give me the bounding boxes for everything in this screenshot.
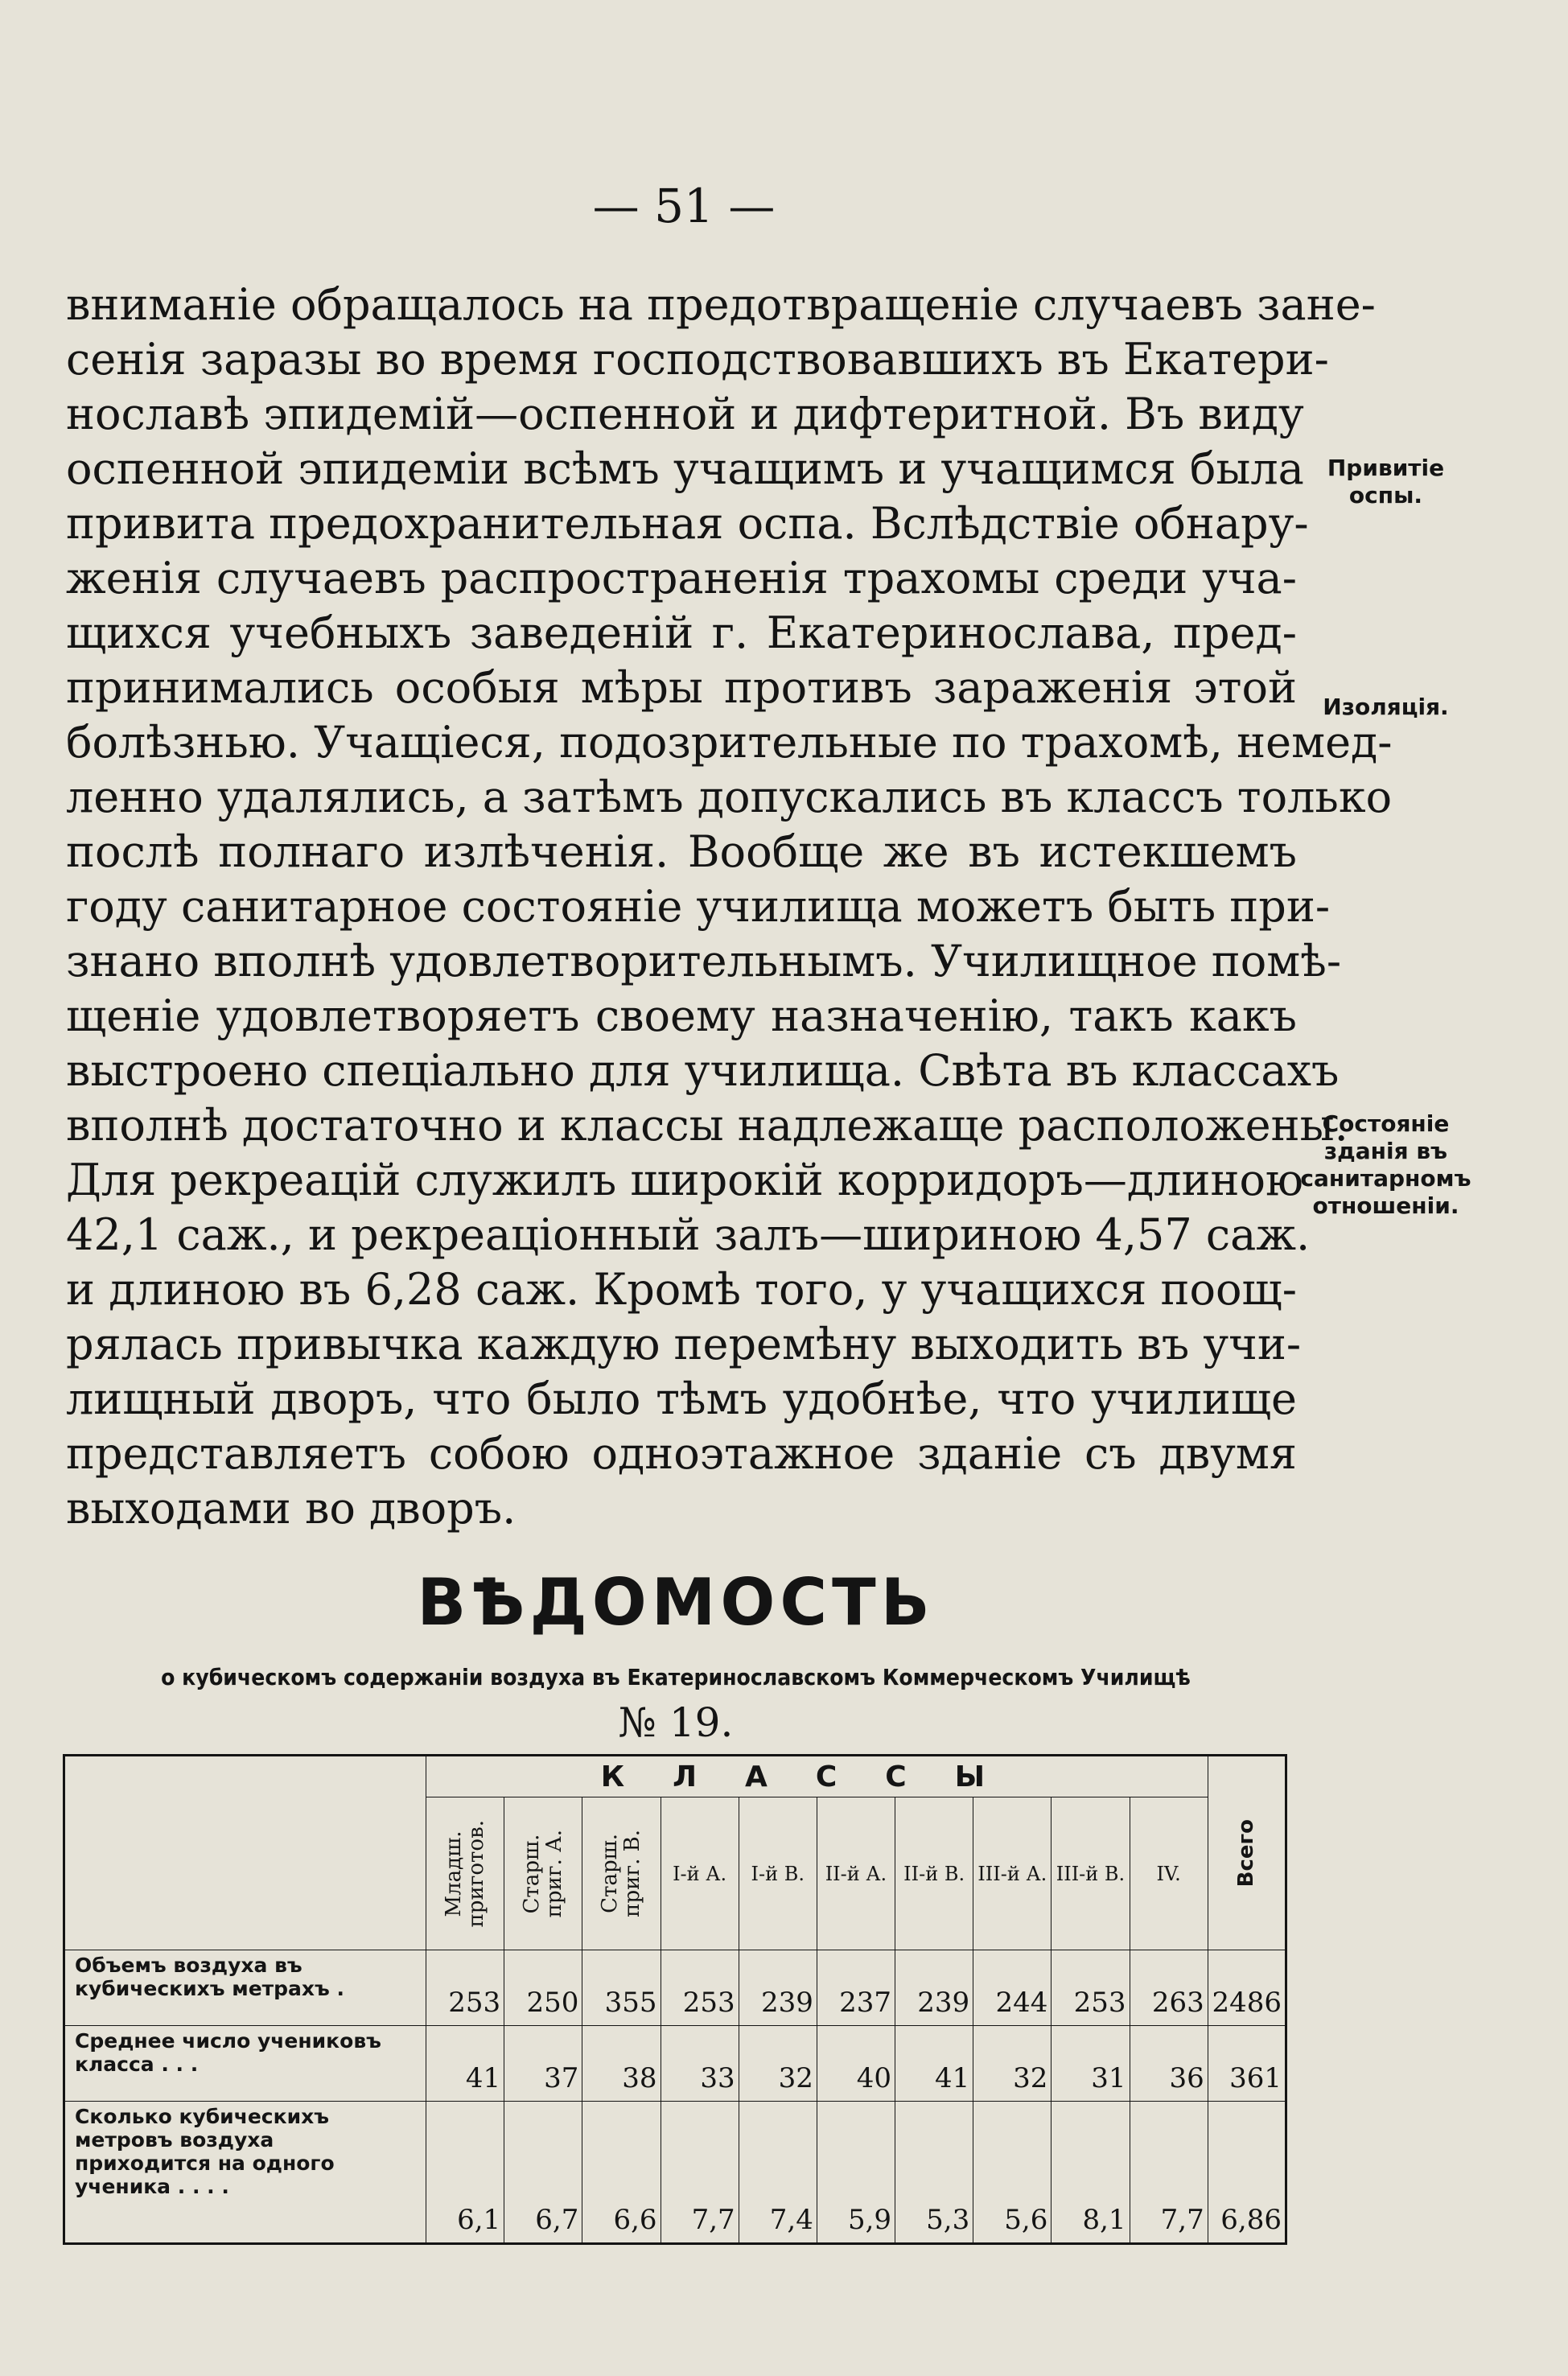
section-subtitle: о кубическомъ содержаніи воздуха въ Екатеринославскомъ Коммерческомъ Училищѣ xyxy=(161,1664,1191,1690)
body-line: щеніе удовлетворяетъ своему назначенію, такъ какъ xyxy=(66,990,1297,1041)
body-line: нославѣ эпидемій—оспенной и дифтеритной. Въ виду xyxy=(66,389,1304,439)
body-line: принимались особыя мѣры противъ зараженія этой xyxy=(66,662,1297,713)
body-line: выходами во дворъ. xyxy=(66,1483,516,1534)
body-line: вполнѣ достаточно и классы надлежаще расположены. xyxy=(66,1100,1348,1151)
margin-note-vaccination: Привитіе оспы. xyxy=(1327,455,1445,509)
table-cell: 253 xyxy=(426,1950,504,2026)
body-line: ленно удалялись, а затѣмъ допускались въ классъ только xyxy=(66,772,1393,822)
table-cell: 7,7 xyxy=(661,2102,739,2244)
body-line: привита предохранительная оспа. Вслѣдствіе обнару- xyxy=(66,498,1309,549)
body-line: оспенной эпидеміи всѣмъ учащимъ и учащимся была xyxy=(66,443,1304,494)
table-row xyxy=(64,1950,1286,2026)
table-cell: 5,9 xyxy=(817,2102,895,2244)
column-header xyxy=(426,1797,504,1950)
column-header xyxy=(504,1797,582,1950)
body-line: вниманіе обращалось на предотвращеніе случаевъ зане- xyxy=(66,279,1376,330)
margin-note-sanitary: Состояніе зданія въ санитарномъ отношеніи. xyxy=(1300,1110,1471,1219)
table-cell: 237 xyxy=(817,1950,895,2026)
body-line: Для рекреацій служилъ широкій корридоръ—длиною xyxy=(66,1155,1303,1205)
body-line: знано вполнѣ удовлетворительнымъ. Училищное помѣ- xyxy=(66,936,1342,986)
table-cell: 33 xyxy=(661,2026,739,2102)
classes-group-header: КЛАССЫ xyxy=(426,1756,1208,1797)
column-header-label: II-й А. xyxy=(825,1862,887,1885)
column-header xyxy=(817,1797,895,1950)
column-header-label: III-й А. xyxy=(977,1862,1047,1885)
table-cell: 263 xyxy=(1130,1950,1208,2026)
body-line: выстроено спеціально для училища. Свѣта въ классахъ xyxy=(66,1045,1340,1096)
body-line: болѣзнью. Учащіеся, подозрительные по трахомѣ, немед- xyxy=(66,717,1393,768)
row-label: Среднее число учениковъ класса . . . xyxy=(64,2026,426,2102)
column-header-label: IV. xyxy=(1156,1862,1181,1885)
table-row xyxy=(64,2026,1286,2102)
column-header xyxy=(973,1797,1052,1950)
table-group-header-row xyxy=(64,1756,1286,1797)
table-cell: 5,6 xyxy=(973,2102,1052,2244)
table-cell: 37 xyxy=(504,2026,582,2102)
section-title: ВѢДОМОСТЬ xyxy=(417,1565,935,1640)
table-cell: 239 xyxy=(739,1950,817,2026)
body-line: щихся учебныхъ заведеній г. Екатеринослава, пред- xyxy=(66,607,1297,658)
table-cell: 40 xyxy=(817,2026,895,2102)
body-line: 42,1 саж., и рекреаціонный залъ—шириною 4,57 саж. xyxy=(66,1209,1311,1260)
table-corner xyxy=(64,1756,426,1950)
column-header-label: Старш. приг. А. xyxy=(520,1829,567,1918)
body-line: лищный дворъ, что было тѣмъ удобнѣе, что училище xyxy=(66,1373,1297,1424)
table-cell: 361 xyxy=(1208,2026,1286,2102)
row-label: Сколько кубическихъ метровъ воздуха приходится на одного ученика . . . . xyxy=(64,2102,426,2244)
body-line: сенія заразы во время господствовавшихъ въ Екатери- xyxy=(66,334,1329,385)
table-cell: 244 xyxy=(973,1950,1052,2026)
column-header-label: III-й В. xyxy=(1056,1862,1126,1885)
body-line: послѣ полнаго излѣченія. Вообще же въ истекшемъ xyxy=(66,826,1297,877)
body-line: женія случаевъ распространенія трахомы среди уча- xyxy=(66,553,1297,603)
margin-note-isolation: Изоляція. xyxy=(1323,694,1449,720)
section-number: № 19. xyxy=(618,1699,734,1746)
body-line: рялась привычка каждую перемѣну выходить въ учи- xyxy=(66,1319,1302,1369)
table-cell: 7,7 xyxy=(1130,2102,1208,2244)
column-header-label: I-й В. xyxy=(751,1862,805,1885)
table-row xyxy=(64,2102,1286,2244)
column-header-label: I-й А. xyxy=(673,1862,727,1885)
table-cell: 36 xyxy=(1130,2026,1208,2102)
table-cell: 41 xyxy=(895,2026,973,2102)
air-volume-table xyxy=(63,1754,1287,2245)
table-cell: 38 xyxy=(582,2026,661,2102)
body-line: представляетъ собою одноэтажное зданіе съ двумя xyxy=(66,1428,1297,1479)
table-cell: 355 xyxy=(582,1950,661,2026)
body-line: и длиною въ 6,28 саж. Кромѣ того, у учащихся поощ- xyxy=(66,1264,1297,1315)
table-cell: 253 xyxy=(661,1950,739,2026)
table-cell: 41 xyxy=(426,2026,504,2102)
table-cell: 6,7 xyxy=(504,2102,582,2244)
column-header-total xyxy=(1208,1756,1286,1950)
body-line: году санитарное состояніе училища можетъ быть при- xyxy=(66,881,1331,932)
table-cell: 239 xyxy=(895,1950,973,2026)
page-number: — 51 — xyxy=(592,179,776,233)
column-header-label: II-й В. xyxy=(903,1862,965,1885)
table-cell: 8,1 xyxy=(1052,2102,1130,2244)
table-cell: 250 xyxy=(504,1950,582,2026)
table-cell: 253 xyxy=(1052,1950,1130,2026)
table-cell: 6,6 xyxy=(582,2102,661,2244)
column-header xyxy=(661,1797,739,1950)
column-header-label: Младш. приготов. xyxy=(442,1819,489,1928)
row-label: Объемъ воздуха въ кубическихъ метрахъ . xyxy=(64,1950,426,2026)
table-cell: 5,3 xyxy=(895,2102,973,2244)
column-header xyxy=(895,1797,973,1950)
column-header xyxy=(739,1797,817,1950)
column-header xyxy=(582,1797,661,1950)
column-header-label: Всего xyxy=(1234,1818,1259,1888)
table-cell: 2486 xyxy=(1208,1950,1286,2026)
column-header xyxy=(1130,1797,1208,1950)
table-cell: 6,1 xyxy=(426,2102,504,2244)
column-header xyxy=(1052,1797,1130,1950)
table-cell: 31 xyxy=(1052,2026,1130,2102)
table-cell: 7,4 xyxy=(739,2102,817,2244)
table-cell: 32 xyxy=(973,2026,1052,2102)
table-cell: 6,86 xyxy=(1208,2102,1286,2244)
column-header-label: Старш. приг. В. xyxy=(598,1830,645,1917)
table-cell: 32 xyxy=(739,2026,817,2102)
